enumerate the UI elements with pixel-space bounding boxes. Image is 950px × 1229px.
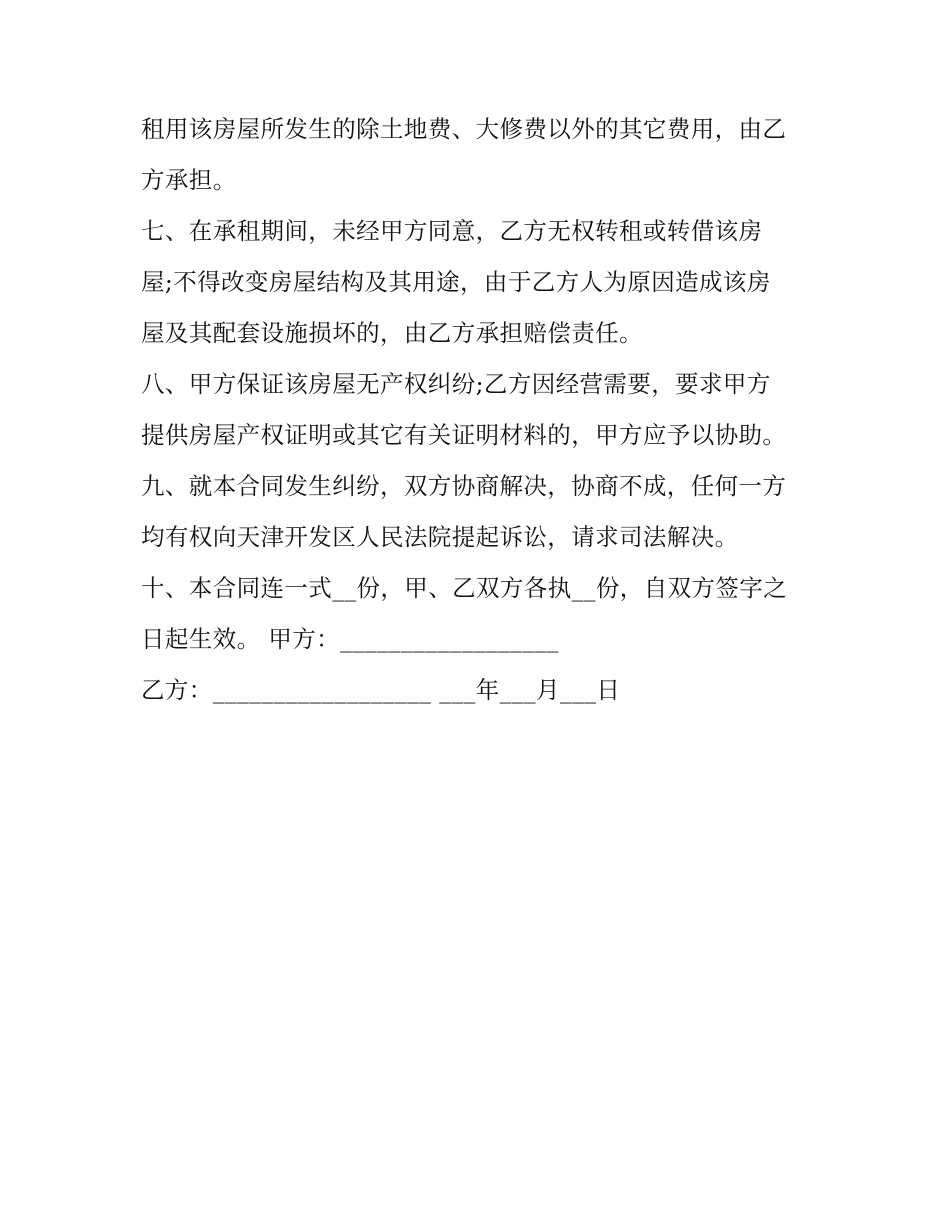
party-b-signature-date-line: 乙方：__________________ ___年___月___日 [141,676,621,704]
clause-nine: 九、就本合同发生纠纷，双方协商解决，协商不成，任何一方 [141,472,787,500]
party-a-signature-line: 日起生效。 甲方：__________________ [141,625,559,653]
clause-eight: 八、甲方保证该房屋无产权纠纷;乙方因经营需要，要求甲方 [141,370,771,398]
clause-seven: 七、在承租期间，未经甲方同意，乙方无权转租或转借该房 [141,217,763,245]
text-line: 租用该房屋所发生的除土地费、大修费以外的其它费用，由乙 [141,115,787,143]
text-line: 方承担。 [141,166,237,194]
clause-ten: 十、本合同连一式__份，甲、乙双方各执__份，自双方签字之 [141,574,788,602]
text-line: 屋;不得改变房屋结构及其用途，由于乙方人为原因造成该房 [141,268,771,296]
text-line: 屋及其配套设施损坏的，由乙方承担赔偿责任。 [141,319,643,347]
text-line: 提供房屋产权证明或其它有关证明材料的，甲方应予以协助。 [141,421,787,449]
contract-text-body [141,104,821,716]
text-line: 均有权向天津开发区人民法院提起诉讼，请求司法解决。 [141,523,739,551]
